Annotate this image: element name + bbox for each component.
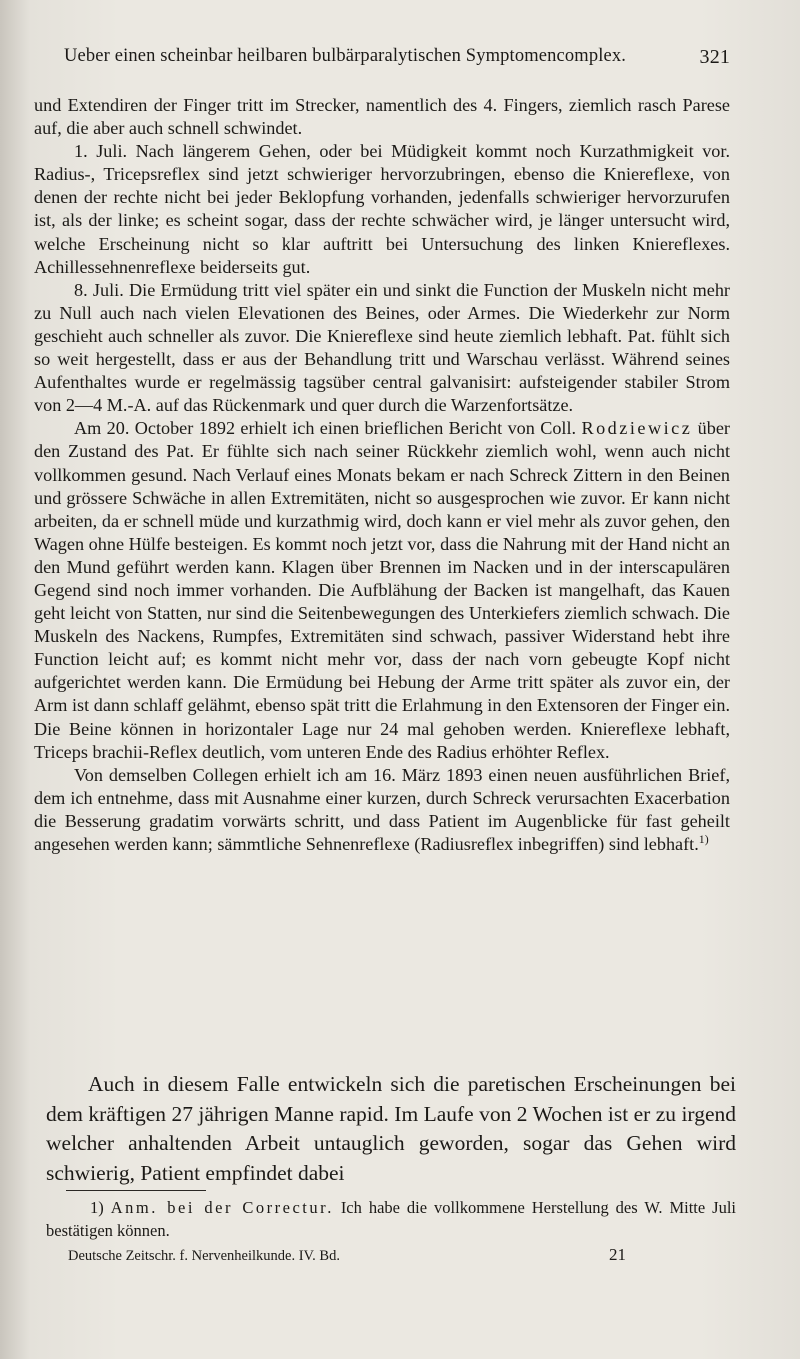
running-head-title: Ueber einen scheinbar heilbaren bulbärparalytischen Symptomencomplex. [64,46,627,66]
footnote [46,1196,736,1242]
paragraph-4-rest: über den Zustand des Pat. Er fühlte sich nach seiner Rückkehr ziemlich wohl, wenn auch nicht vollkommen gesund. Nach Verlauf eines Monats bekam er nach Schreck Zittern in den Beinen und grössere Schwäche in allen Extremitäten, nicht so ausgesprochen wie zuvor. Er kann nicht arbeiten, da er schnell müde und kurzathmig wird, doch kann er viel mehr als zuvor gehen, den Wagen ohne Hülfe besteigen. Es kommt noch jetzt vor, dass die Nahrung mit der Hand nicht an den Mund geführt werden kann. Klagen über Brennen im Nacken und in der interscapulären Gegend sind noch immer vorhanden. Die Aufblähung der Backen ist mangelhaft, das Kauen geht leicht von Statten, nur sind die Seitenbewegungen des Unterkiefers ziemlich schwach. Die Muskeln des Nackens, Rumpfes, Extremitäten sind schwach, passiver Widerstand hebt ihre Function leicht auf; es kommt nicht mehr vor, dass der nach vorn gebeugte Kopf nicht aufgerichtet werden kann. Die Ermüdung bei Hebung der Arme tritt später als zuvor ein, der Arm ist dann schlaff gelähmt, ebenso spät tritt die Erlahmung in den Extensoren der Finger ein. Die Beine können in horizontaler Lage nur 24 mal gehoben werden. Kniereflexe lebhaft, Triceps brachii-Reflex deutlich, vom unteren Ende des Radius erhöhter Reflex. [34,418,730,762]
paragraph-6: Auch in diesem Falle entwickeln sich die paretischen Erscheinungen bei dem kräftigen 27 jährigen Manne rapid. Im Laufe von 2 Wochen ist er zu irgend welcher anhaltenden Arbeit untauglich geworden, sogar das Gehen wird schwierig, Patient empfindet dabei [46,1072,736,1186]
paragraph-3: 8. Juli. Die Ermüdung tritt viel später ein und sinkt die Function der Muskeln nicht mehr zu Null auch nach vielen Elevationen des Beines, oder Armes. Die Wiederkehr zur Norm geschieht auch schneller als zuvor. Die Kniereflexe sind heute ziemlich lebhaft. Pat. fühlt sich so weit hergestellt, dass er aus der Behandlung tritt und Warschau verlässt. Während seines Aufenthaltes wurde er regelmässig tagsüber central galvanisirt: aufsteigender stabiler Strom von 2—4 M.-A. auf das Rückenmark und quer durch die Warzenfortsätze. [34,279,730,416]
page-footer [68,1245,626,1265]
paragraph-4-start: Am 20. October 1892 erhielt ich einen brieflichen Bericht von Coll. [74,418,582,439]
paragraph-5 [34,764,730,856]
footnote-divider [66,1190,206,1191]
main-text [46,1070,736,1189]
footnote-reference: 1) [698,831,709,846]
footnote-label: Anm. bei der Correctur. [110,1198,334,1217]
running-head [64,46,730,67]
paragraph-2: 1. Juli. Nach längerem Gehen, oder bei Müdigkeit kommt noch Kurzathmigkeit vor. Radius-, Tricepsreflex sind jetzt schwieriger hervorzubringen, ebenso die Kniereflexe, von denen der rechte nicht bei jeder Beklopfung vorhanden, jedenfalls schwieriger hervorzurufen ist, als der linke; es scheint sogar, dass der rechte schwächer wird, je länger untersucht wird, welche Erscheinung nicht so klar auftritt bei Untersuchung des linken Kniereflexes. Achillessehnenreflexe beiderseits gut. [34,141,730,277]
footnote-mark: 1) [90,1198,104,1217]
paragraph-1: und Extendiren der Finger tritt im Strecker, namentlich des 4. Fingers, ziemlich rasch Parese auf, die aber auch schnell schwindet. [34,95,730,139]
paragraph-4 [34,417,730,763]
signature-mark: 21 [609,1245,626,1264]
case-notes-small-print [34,94,730,856]
page-number: 321 [699,46,730,68]
journal-title: Deutsche Zeitschr. f. Nervenheilkunde. IV. Bd. [68,1248,340,1264]
footnote-text: Ich habe die vollkommene Herstellung des W. Mitte Juli bestätigen können. [46,1198,736,1240]
colleague-name: Rodziewicz [581,418,693,439]
paragraph-5-text: Von demselben Collegen erhielt ich am 16. März 1893 einen neuen ausführlichen Brief, dem ich entnehme, dass mit Ausnahme einer kurzen, durch Schreck verursachten Exacerbation die Besserung gradatim vorwärts schritt, und dass Patient im Augenblicke für fast geheilt angesehen werden kann; sämmtliche Sehnenreflexe (Radiusreflex inbegriffen) sind lebhaft. [34,764,730,854]
